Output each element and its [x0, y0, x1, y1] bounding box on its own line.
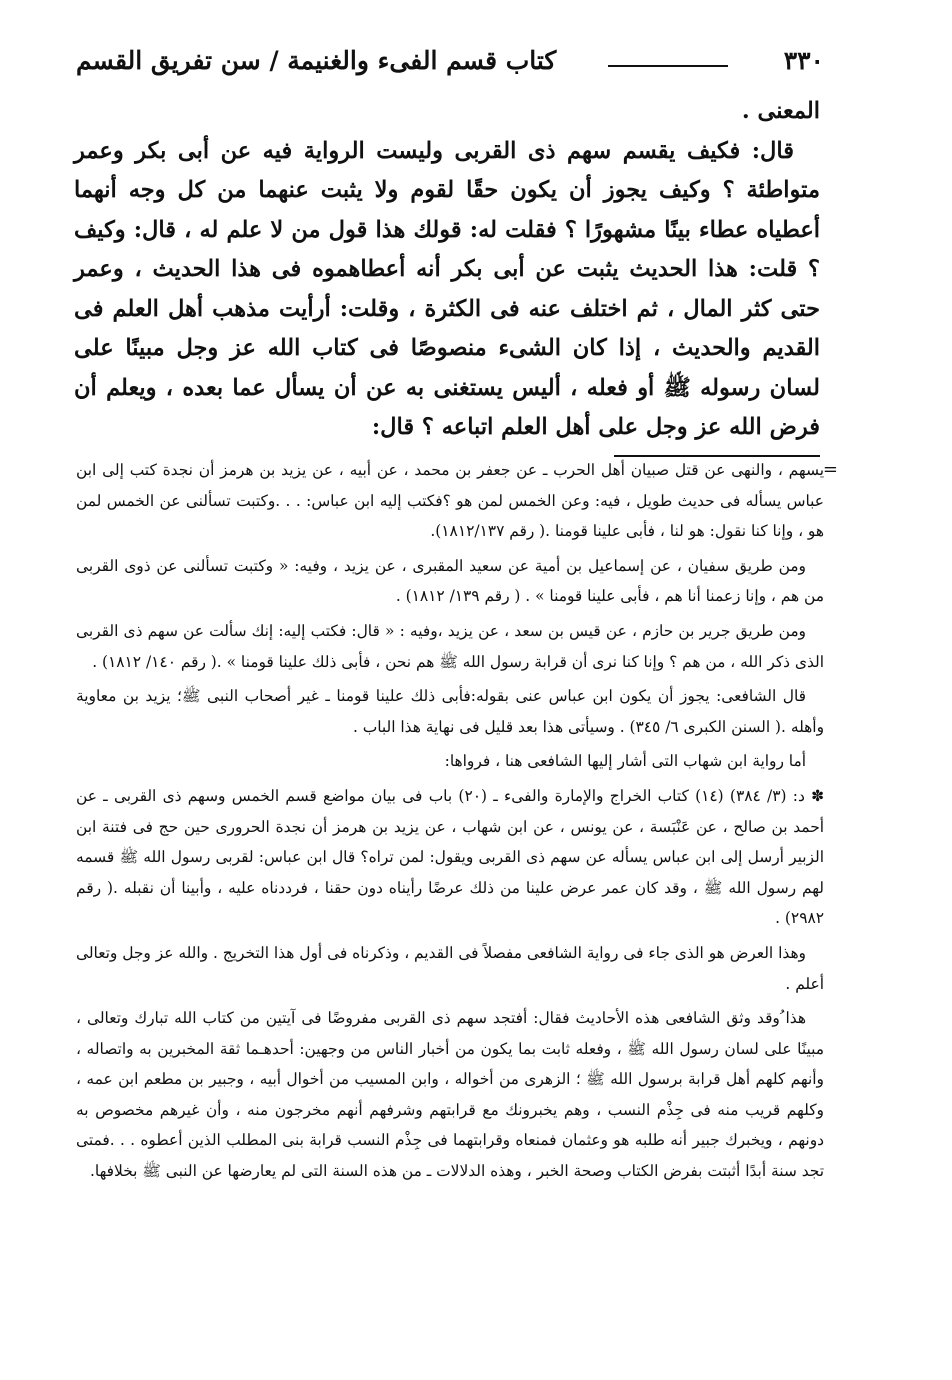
footnote-paragraph: قال الشافعى: يجوز أن يكون ابن عباس عنى بقوله:فأبى ذلك علينا قومنا ـ غير أصحاب النبى ﷺ؛ يزيد بن معاوية وأهله .( السنن الكبرى ٦/ ٣٤٥) . وسيأتى هذا بعد قليل فى نهاية هذا الباب . [76, 687, 824, 736]
continuation-mark: = [822, 459, 838, 480]
footnote-paragraph: هذا ُوقد وثق الشافعى هذه الأحاديث فقال: أفتجد سهم ذى القربى مفروضًا فى آيتين من كتاب الله تبارك وتعالى ، مبينًا على لسان رسول الله ﷺ ، وفعله ثابت بما يكون من أخبار الناس من وجهين: أحدهـما ثقة المخبرين به واتصاله ، وأنهم كلهم أهل قرابة برسول الله ﷺ ؛ الزهرى من أخواله ، وابن المسيب من أخوال أبيه ، وجبير بن مطعم ابن عمه ، وكلهم قريب منه فى جِذْم النسب ، وهم يخبرونك مع قرابتهم وشرفهم أنهم مخرجون منه ، وأن غيرهم مخصوص به دونهم ، ويخبرك جبير أنه طلبه هو وعثمان فمنعاه وقرابتهما فى جِذْم النسب قرابة بنى المطلب الذين أعطوه . . .فمتى تجد سنة أبدًا أثبتت بفرض الكتاب وصحة الخبر ، وهذه الدلالات ـ من هذه السنة التى لم يعارضها عن النبى ﷺ بخلافها. [76, 1009, 824, 1181]
footnote-paragraph: ومن طريق سفيان ، عن إسماعيل بن أمية عن سعيد المقبرى ، عن يزيد ، وفيه: « وكتبت تسألنى عن ذوى القربى من هم ، وإنا زعمنا أنا هم ، فأبى علينا قومنا » . ( رقم ١٣٩/ ١٨١٢) . [76, 556, 824, 606]
header-rule [608, 65, 728, 67]
main-paragraph: قال: فكيف يقسم سهم ذى القربى وليست الرواية فيه عن أبى بكر وعمر متواطئة ؟ وكيف يجوز أن يكون حقًا لقوم ولا يثبت عنهما من كل وجه أنهما أعطياه عطاء بينًا مشهورًا ؟ فقلت له: قولك هذا قول من لا علم له ، قال: وكيف ؟ قلت: هذا الحديث يثبت عن أبى بكر أنه أعطاهموه فى هذا الحديث ، وعمر حتى كثر المال ، ثم اختلف عنه فى الكثرة ، وقلت: أرأيت مذهب أهل العلم فى القديم والحديث ، إذا كان الشىء منصوصًا فى كتاب الله عز وجل مبينًا على لسان رسوله ﷺ أو فعله ، أليس يستغنى به عن أن يسأل عما بعده ، ويعلم أن فرض الله عز وجل على أهل العلم اتباعه ؟ قال: [74, 137, 820, 440]
footnotes [76, 455, 838, 1191]
footnote-paragraph: يسهم ، والنهى عن قتل صبيان أهل الحرب ـ عن جعفر بن محمد ، عن أبيه ، عن يزيد بن هرمز أن نجدة كتب إلى ابن عباس يسأله فى حديث طويل ، فيه: وعن الخمس لمن هو ؟فكتب إليه ابن عباس: . . .وكتبت تسألنى عن الخمس لمن هو ، وإنا كنا نقول: هو لنا ، فأبى علينا قومنا .( رقم ١٨١٢/١٣٧). [76, 461, 824, 541]
page-header [76, 36, 822, 92]
footnote-paragraph: ومن طريق جرير بن حازم ، عن قيس بن سعد ، عن يزيد ،وفيه : « قال: فكتب إليه: إنك سألت عن سهم ذى القربى الذى ذكر الله ، من هم ؟ وإنا كنا نرى أن قرابة رسول الله ﷺ هم نحن ، فأبى ذلك علينا قومنا » .( رقم ١٤٠/ ١٨١٢) . [76, 621, 824, 671]
footnote-paragraph: أما رواية ابن شهاب التى أشار إليها الشافعى هنا ، فرواها: [444, 752, 806, 771]
running-title: كتاب قسم الفىء والغنيمة / سن تفريق القسم [76, 46, 557, 75]
footnote-paragraph: وهذا العرض هو الذى جاء فى رواية الشافعى مفصلاً فى القديم ، وذكرناه فى أول هذا التخريج . والله عز وجل وتعالى أعلم . [76, 943, 824, 993]
footnote-paragraph: ✽ د: (٣/ ٣٨٤) (١٤) كتاب الخراج والإمارة والفىء ـ (٢٠) باب فى بيان مواضع قسم الخمس وسهم ذى القربى ـ عن أحمد بن صالح ، عن عَنْبَسة ، عن يونس ، عن ابن شهاب ، عن يزيد بن هرمز أن نجدة الحرورى حين حج فى فتنة ابن الزبير أرسل إلى ابن عباس يسأله عن سهم ذى القربى ويقول: لمن تراه؟ قال ابن عباس: لقربى رسول الله ﷺ قسمه لهم رسول الله ﷺ ، وقد كان عمر عرض علينا من ذلك عرضًا رأيناه دون حقنا ، فرددناه عليه ، وأبينا أن نقبله .( رقم ٢٩٨٢) . [76, 786, 824, 928]
main-text [74, 92, 820, 448]
page-number: ٣٣٠ [783, 46, 824, 75]
main-line: المعنى . [741, 98, 820, 124]
